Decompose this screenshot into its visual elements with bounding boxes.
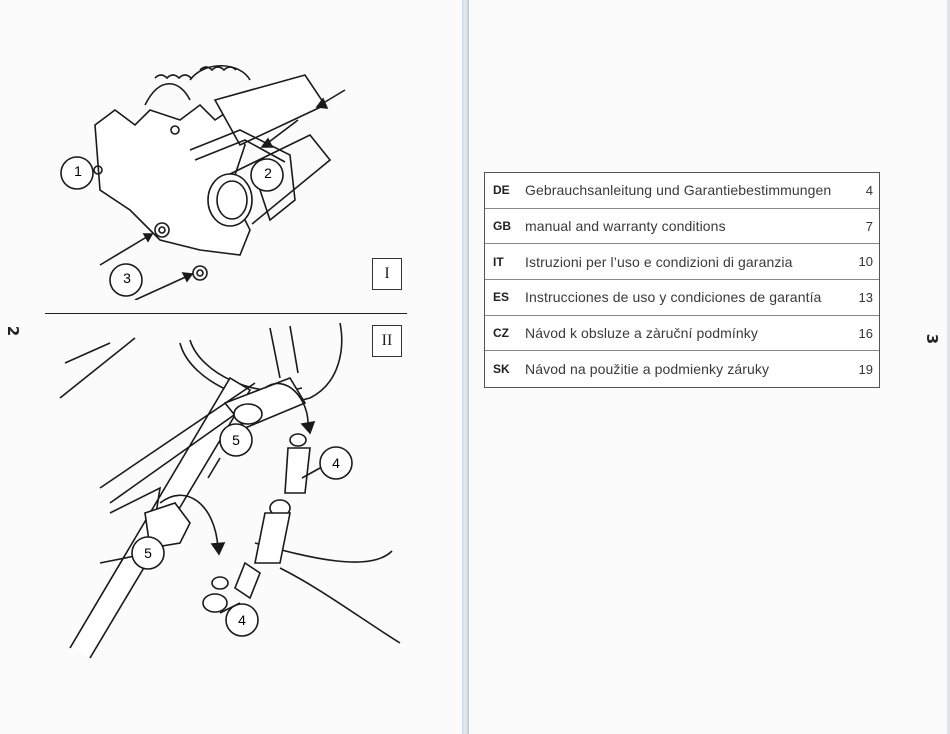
toc-language-code: ES bbox=[493, 290, 510, 305]
callout-5-lower: 5 bbox=[144, 545, 152, 561]
toc-row-it[interactable] bbox=[485, 244, 879, 280]
toc-row-sk[interactable] bbox=[485, 351, 879, 387]
page-number-right: 3 bbox=[923, 333, 942, 345]
toc-row-es[interactable] bbox=[485, 280, 879, 316]
page-number-left: 2 bbox=[4, 325, 23, 337]
toc-row-de[interactable] bbox=[485, 173, 879, 209]
toc-row-cz[interactable] bbox=[485, 316, 879, 352]
toc-page-number: 10 bbox=[858, 254, 873, 270]
toc-title: Návod k obsluze a zàruční podmínky bbox=[525, 325, 758, 342]
toc-page-number: 19 bbox=[858, 361, 873, 377]
callout-4-upper: 4 bbox=[332, 455, 340, 471]
toc-title: manual and warranty conditions bbox=[525, 218, 726, 235]
table-of-contents bbox=[484, 172, 880, 388]
toc-page-number: 4 bbox=[865, 182, 873, 198]
figure-divider bbox=[45, 313, 407, 314]
figure-label-2: II bbox=[372, 325, 402, 357]
toc-title: Instrucciones de uso y condiciones de garantía bbox=[525, 289, 822, 306]
figure-1-illustration bbox=[40, 50, 412, 300]
toc-title: Návod na použitie a podmienky záruky bbox=[525, 361, 770, 378]
toc-title: Istruzioni per l’uso e condizioni di garanzia bbox=[525, 253, 793, 270]
left-page bbox=[0, 0, 463, 734]
callout-5-upper: 5 bbox=[232, 432, 240, 448]
callout-4-lower: 4 bbox=[238, 612, 246, 628]
toc-language-code: CZ bbox=[493, 326, 509, 341]
toc-page-number: 13 bbox=[858, 289, 873, 305]
callout-2: 2 bbox=[264, 165, 272, 181]
toc-page-number: 7 bbox=[865, 218, 873, 234]
figure-2-illustration bbox=[40, 318, 412, 688]
toc-language-code: SK bbox=[493, 362, 510, 377]
toc-language-code: IT bbox=[493, 254, 504, 269]
toc-language-code: DE bbox=[493, 183, 510, 198]
toc-title: Gebrauchsanleitung und Garantiebestimmungen bbox=[525, 182, 832, 199]
toc-row-gb[interactable] bbox=[485, 209, 879, 245]
figure-label-1: I bbox=[372, 258, 402, 290]
toc-language-code: GB bbox=[493, 219, 511, 234]
callout-3: 3 bbox=[123, 270, 131, 286]
callout-1: 1 bbox=[74, 163, 82, 179]
toc-page-number: 16 bbox=[858, 325, 873, 341]
